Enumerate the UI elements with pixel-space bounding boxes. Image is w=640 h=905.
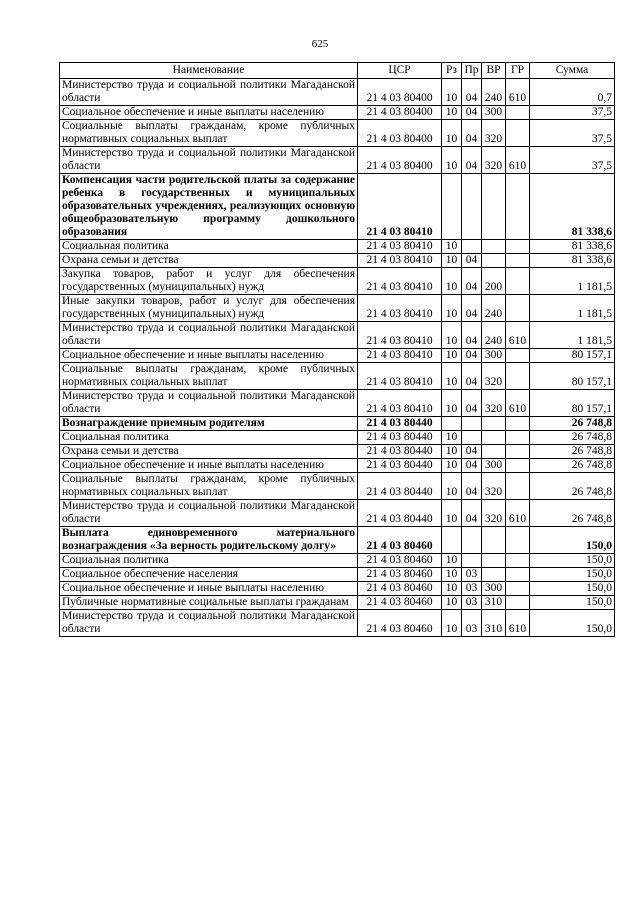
cell-name: Министерство труда и социальной политики Магаданской области bbox=[60, 322, 358, 349]
cell-vr: 300 bbox=[482, 106, 506, 120]
budget-table bbox=[59, 62, 615, 637]
cell-sum: 150,0 bbox=[530, 610, 615, 637]
cell-csr: 21 4 03 80410 bbox=[358, 363, 442, 390]
table-row bbox=[60, 417, 615, 431]
cell-csr: 21 4 03 80410 bbox=[358, 174, 442, 240]
cell-pr: 03 bbox=[462, 596, 482, 610]
cell-gr: 610 bbox=[506, 390, 530, 417]
cell-name: Социальные выплаты гражданам, кроме публичных нормативных социальных выплат bbox=[60, 473, 358, 500]
cell-sum: 1 181,5 bbox=[530, 295, 615, 322]
cell-pr bbox=[462, 240, 482, 254]
cell-vr bbox=[482, 445, 506, 459]
cell-vr bbox=[482, 527, 506, 554]
cell-rz: 10 bbox=[442, 363, 462, 390]
cell-sum: 80 157,1 bbox=[530, 349, 615, 363]
table-row bbox=[60, 363, 615, 390]
cell-vr: 300 bbox=[482, 459, 506, 473]
cell-csr: 21 4 03 80440 bbox=[358, 459, 442, 473]
cell-csr: 21 4 03 80460 bbox=[358, 527, 442, 554]
cell-name: Социальная политика bbox=[60, 431, 358, 445]
cell-rz: 10 bbox=[442, 240, 462, 254]
cell-gr bbox=[506, 174, 530, 240]
cell-name: Выплата единовременного материального вознаграждения «За верность родительскому долгу» bbox=[60, 527, 358, 554]
cell-csr: 21 4 03 80460 bbox=[358, 610, 442, 637]
cell-sum: 150,0 bbox=[530, 527, 615, 554]
cell-csr: 21 4 03 80400 bbox=[358, 120, 442, 147]
table-row bbox=[60, 390, 615, 417]
cell-name: Социальная политика bbox=[60, 240, 358, 254]
cell-name: Закупка товаров, работ и услуг для обеспечения государственных (муниципальных) нужд bbox=[60, 268, 358, 295]
cell-rz: 10 bbox=[442, 268, 462, 295]
table-row bbox=[60, 445, 615, 459]
cell-gr: 610 bbox=[506, 610, 530, 637]
cell-rz: 10 bbox=[442, 120, 462, 147]
table-row bbox=[60, 106, 615, 120]
cell-sum: 26 748,8 bbox=[530, 500, 615, 527]
cell-rz: 10 bbox=[442, 147, 462, 174]
table-row bbox=[60, 554, 615, 568]
cell-pr: 04 bbox=[462, 120, 482, 147]
header-name: Наименование bbox=[60, 63, 358, 79]
cell-sum: 37,5 bbox=[530, 106, 615, 120]
cell-vr: 240 bbox=[482, 79, 506, 106]
cell-sum: 81 338,6 bbox=[530, 254, 615, 268]
cell-sum: 150,0 bbox=[530, 554, 615, 568]
cell-pr: 04 bbox=[462, 473, 482, 500]
cell-sum: 26 748,8 bbox=[530, 473, 615, 500]
cell-sum: 37,5 bbox=[530, 147, 615, 174]
cell-vr: 320 bbox=[482, 390, 506, 417]
cell-csr: 21 4 03 80440 bbox=[358, 431, 442, 445]
cell-gr bbox=[506, 554, 530, 568]
cell-csr: 21 4 03 80410 bbox=[358, 254, 442, 268]
cell-name: Публичные нормативные социальные выплаты гражданам bbox=[60, 596, 358, 610]
cell-rz: 10 bbox=[442, 79, 462, 106]
table-body bbox=[60, 79, 615, 637]
cell-vr bbox=[482, 240, 506, 254]
cell-pr bbox=[462, 417, 482, 431]
cell-rz bbox=[442, 527, 462, 554]
cell-gr bbox=[506, 527, 530, 554]
table-row bbox=[60, 240, 615, 254]
cell-name: Социальные выплаты гражданам, кроме публичных нормативных социальных выплат bbox=[60, 120, 358, 147]
table-row bbox=[60, 582, 615, 596]
cell-rz: 10 bbox=[442, 582, 462, 596]
table-row bbox=[60, 79, 615, 106]
cell-name: Министерство труда и социальной политики Магаданской области bbox=[60, 390, 358, 417]
cell-pr: 03 bbox=[462, 582, 482, 596]
cell-csr: 21 4 03 80440 bbox=[358, 417, 442, 431]
table-row bbox=[60, 120, 615, 147]
table-row bbox=[60, 568, 615, 582]
cell-csr: 21 4 03 80400 bbox=[358, 106, 442, 120]
cell-pr: 04 bbox=[462, 390, 482, 417]
cell-rz: 10 bbox=[442, 500, 462, 527]
cell-rz bbox=[442, 174, 462, 240]
table-row bbox=[60, 459, 615, 473]
cell-sum: 26 748,8 bbox=[530, 459, 615, 473]
cell-sum: 1 181,5 bbox=[530, 268, 615, 295]
cell-sum: 37,5 bbox=[530, 120, 615, 147]
cell-csr: 21 4 03 80410 bbox=[358, 390, 442, 417]
cell-name: Министерство труда и социальной политики Магаданской области bbox=[60, 147, 358, 174]
cell-pr: 04 bbox=[462, 106, 482, 120]
cell-gr bbox=[506, 295, 530, 322]
cell-sum: 150,0 bbox=[530, 582, 615, 596]
cell-vr: 240 bbox=[482, 295, 506, 322]
header-vr: ВР bbox=[482, 63, 506, 79]
cell-rz bbox=[442, 417, 462, 431]
cell-csr: 21 4 03 80410 bbox=[358, 349, 442, 363]
cell-csr: 21 4 03 80410 bbox=[358, 268, 442, 295]
cell-csr: 21 4 03 80460 bbox=[358, 596, 442, 610]
cell-name: Министерство труда и социальной политики Магаданской области bbox=[60, 79, 358, 106]
cell-pr: 03 bbox=[462, 610, 482, 637]
table-row bbox=[60, 500, 615, 527]
cell-rz: 10 bbox=[442, 596, 462, 610]
cell-gr bbox=[506, 568, 530, 582]
cell-name: Министерство труда и социальной политики Магаданской области bbox=[60, 500, 358, 527]
cell-sum: 150,0 bbox=[530, 568, 615, 582]
cell-vr: 320 bbox=[482, 500, 506, 527]
cell-gr bbox=[506, 596, 530, 610]
cell-pr: 04 bbox=[462, 295, 482, 322]
cell-vr: 200 bbox=[482, 268, 506, 295]
cell-rz: 10 bbox=[442, 610, 462, 637]
cell-sum: 26 748,8 bbox=[530, 417, 615, 431]
cell-sum: 26 748,8 bbox=[530, 445, 615, 459]
cell-csr: 21 4 03 80440 bbox=[358, 445, 442, 459]
cell-pr bbox=[462, 527, 482, 554]
cell-name: Социальное обеспечение и иные выплаты населению bbox=[60, 106, 358, 120]
cell-rz: 10 bbox=[442, 106, 462, 120]
cell-gr bbox=[506, 363, 530, 390]
cell-name: Социальное обеспечение и иные выплаты населению bbox=[60, 459, 358, 473]
cell-vr bbox=[482, 254, 506, 268]
cell-gr bbox=[506, 582, 530, 596]
cell-sum: 80 157,1 bbox=[530, 363, 615, 390]
cell-gr bbox=[506, 445, 530, 459]
cell-pr bbox=[462, 554, 482, 568]
cell-gr bbox=[506, 240, 530, 254]
cell-vr: 320 bbox=[482, 120, 506, 147]
cell-name: Министерство труда и социальной политики Магаданской области bbox=[60, 610, 358, 637]
header-pr: Пр bbox=[462, 63, 482, 79]
cell-vr: 320 bbox=[482, 363, 506, 390]
cell-name: Социальное обеспечение и иные выплаты населению bbox=[60, 349, 358, 363]
cell-gr: 610 bbox=[506, 322, 530, 349]
cell-pr: 04 bbox=[462, 363, 482, 390]
cell-gr bbox=[506, 120, 530, 147]
cell-pr: 03 bbox=[462, 568, 482, 582]
cell-vr: 310 bbox=[482, 596, 506, 610]
table-row bbox=[60, 431, 615, 445]
cell-gr bbox=[506, 106, 530, 120]
cell-pr: 04 bbox=[462, 445, 482, 459]
cell-csr: 21 4 03 80410 bbox=[358, 295, 442, 322]
cell-gr bbox=[506, 431, 530, 445]
cell-gr: 610 bbox=[506, 500, 530, 527]
cell-pr bbox=[462, 174, 482, 240]
cell-sum: 1 181,5 bbox=[530, 322, 615, 349]
cell-name: Социальная политика bbox=[60, 554, 358, 568]
table-row bbox=[60, 322, 615, 349]
table-row bbox=[60, 295, 615, 322]
cell-pr: 04 bbox=[462, 349, 482, 363]
cell-vr bbox=[482, 554, 506, 568]
cell-csr: 21 4 03 80410 bbox=[358, 240, 442, 254]
cell-rz: 10 bbox=[442, 254, 462, 268]
cell-gr bbox=[506, 254, 530, 268]
cell-rz: 10 bbox=[442, 568, 462, 582]
table-row bbox=[60, 174, 615, 240]
cell-csr: 21 4 03 80400 bbox=[358, 79, 442, 106]
cell-sum: 81 338,6 bbox=[530, 174, 615, 240]
table-row bbox=[60, 610, 615, 637]
cell-vr bbox=[482, 174, 506, 240]
cell-gr bbox=[506, 417, 530, 431]
table-row bbox=[60, 527, 615, 554]
cell-gr bbox=[506, 473, 530, 500]
cell-sum: 150,0 bbox=[530, 596, 615, 610]
cell-pr: 04 bbox=[462, 459, 482, 473]
cell-gr bbox=[506, 349, 530, 363]
table-row bbox=[60, 147, 615, 174]
cell-csr: 21 4 03 80410 bbox=[358, 322, 442, 349]
cell-name: Социальное обеспечение и иные выплаты населению bbox=[60, 582, 358, 596]
cell-rz: 10 bbox=[442, 349, 462, 363]
cell-vr bbox=[482, 568, 506, 582]
table-row bbox=[60, 254, 615, 268]
header-csr: ЦСР bbox=[358, 63, 442, 79]
cell-name: Охрана семьи и детства bbox=[60, 445, 358, 459]
cell-vr: 300 bbox=[482, 349, 506, 363]
cell-rz: 10 bbox=[442, 445, 462, 459]
cell-pr: 04 bbox=[462, 268, 482, 295]
cell-gr bbox=[506, 268, 530, 295]
cell-rz: 10 bbox=[442, 473, 462, 500]
cell-vr bbox=[482, 431, 506, 445]
cell-rz: 10 bbox=[442, 390, 462, 417]
cell-vr: 320 bbox=[482, 473, 506, 500]
cell-sum: 26 748,8 bbox=[530, 431, 615, 445]
cell-csr: 21 4 03 80460 bbox=[358, 554, 442, 568]
cell-pr: 04 bbox=[462, 322, 482, 349]
cell-name: Охрана семьи и детства bbox=[60, 254, 358, 268]
table-row bbox=[60, 596, 615, 610]
cell-sum: 81 338,6 bbox=[530, 240, 615, 254]
cell-gr: 610 bbox=[506, 147, 530, 174]
cell-csr: 21 4 03 80400 bbox=[358, 147, 442, 174]
header-sum: Сумма bbox=[530, 63, 615, 79]
cell-vr: 310 bbox=[482, 610, 506, 637]
cell-gr bbox=[506, 459, 530, 473]
cell-pr: 04 bbox=[462, 79, 482, 106]
cell-rz: 10 bbox=[442, 459, 462, 473]
cell-pr: 04 bbox=[462, 254, 482, 268]
cell-vr: 300 bbox=[482, 582, 506, 596]
cell-csr: 21 4 03 80440 bbox=[358, 473, 442, 500]
cell-rz: 10 bbox=[442, 431, 462, 445]
cell-pr: 04 bbox=[462, 147, 482, 174]
cell-vr bbox=[482, 417, 506, 431]
cell-pr: 04 bbox=[462, 500, 482, 527]
header-rz: Рз bbox=[442, 63, 462, 79]
table-row bbox=[60, 268, 615, 295]
cell-sum: 0,7 bbox=[530, 79, 615, 106]
cell-pr bbox=[462, 431, 482, 445]
cell-rz: 10 bbox=[442, 322, 462, 349]
cell-name: Иные закупки товаров, работ и услуг для обеспечения государственных (муниципальных) нужд bbox=[60, 295, 358, 322]
cell-rz: 10 bbox=[442, 295, 462, 322]
cell-csr: 21 4 03 80440 bbox=[358, 500, 442, 527]
cell-vr: 240 bbox=[482, 322, 506, 349]
cell-csr: 21 4 03 80460 bbox=[358, 568, 442, 582]
cell-vr: 320 bbox=[482, 147, 506, 174]
table-row bbox=[60, 349, 615, 363]
table-header-row bbox=[60, 63, 615, 79]
header-gr: ГР bbox=[506, 63, 530, 79]
cell-csr: 21 4 03 80460 bbox=[358, 582, 442, 596]
cell-name: Компенсация части родительской платы за содержание ребенка в государственных и муниципальных образовательных учреждениях, реализующих основную общеобразовательную программу дошкольного образования bbox=[60, 174, 358, 240]
cell-name: Социальные выплаты гражданам, кроме публичных нормативных социальных выплат bbox=[60, 363, 358, 390]
cell-gr: 610 bbox=[506, 79, 530, 106]
page-number: 625 bbox=[311, 38, 329, 50]
cell-name: Вознаграждение приемным родителям bbox=[60, 417, 358, 431]
cell-sum: 80 157,1 bbox=[530, 390, 615, 417]
cell-rz: 10 bbox=[442, 554, 462, 568]
table-row bbox=[60, 473, 615, 500]
cell-name: Социальное обеспечение населения bbox=[60, 568, 358, 582]
